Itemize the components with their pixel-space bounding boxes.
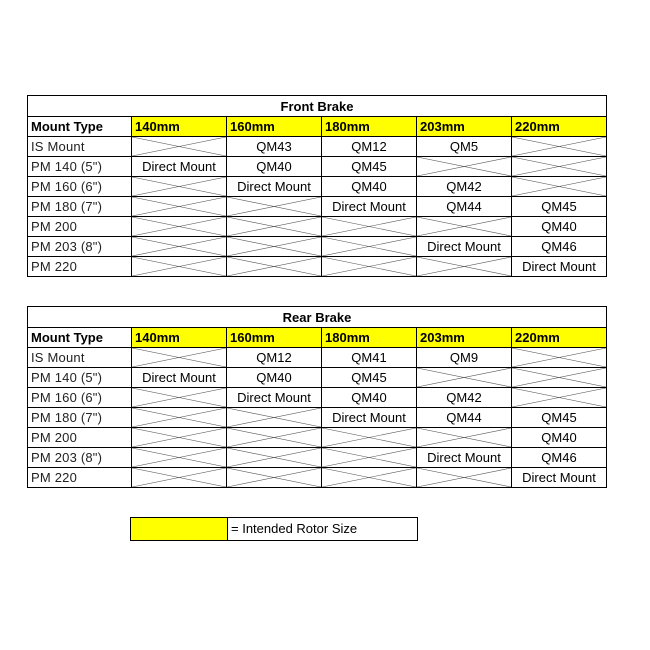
mount-type-label: PM 200 — [28, 428, 132, 448]
adapter-cell: QM5 — [417, 137, 512, 157]
adapter-cell: QM45 — [512, 197, 607, 217]
not-applicable-cell — [322, 257, 417, 277]
cross-mark-icon — [227, 428, 321, 447]
not-applicable-cell — [132, 217, 227, 237]
table-row — [28, 257, 607, 277]
cross-mark-icon — [227, 408, 321, 427]
mount-type-label: PM 203 (8") — [28, 237, 132, 257]
rotor-size-header: 203mm — [417, 117, 512, 137]
adapter-cell: QM40 — [227, 368, 322, 388]
not-applicable-cell — [227, 257, 322, 277]
table-row — [28, 388, 607, 408]
front-brake-table — [27, 95, 607, 277]
mount-type-header: Mount Type — [28, 117, 132, 137]
cross-mark-icon — [227, 217, 321, 236]
table-row — [28, 177, 607, 197]
not-applicable-cell — [227, 217, 322, 237]
not-applicable-cell — [132, 408, 227, 428]
table-row — [28, 408, 607, 428]
adapter-cell: Direct Mount — [417, 448, 512, 468]
cross-mark-icon — [132, 137, 226, 156]
table-row — [28, 428, 607, 448]
not-applicable-cell — [227, 468, 322, 488]
mount-type-label: PM 200 — [28, 217, 132, 237]
cross-mark-icon — [417, 157, 511, 176]
not-applicable-cell — [322, 448, 417, 468]
mount-type-header: Mount Type — [28, 328, 132, 348]
rotor-size-header: 203mm — [417, 328, 512, 348]
mount-type-label: PM 180 (7") — [28, 408, 132, 428]
table-row — [28, 197, 607, 217]
not-applicable-cell — [132, 137, 227, 157]
rotor-size-header: 180mm — [322, 328, 417, 348]
mount-type-label: PM 220 — [28, 468, 132, 488]
not-applicable-cell — [227, 197, 322, 217]
not-applicable-cell — [512, 348, 607, 368]
not-applicable-cell — [417, 368, 512, 388]
adapter-cell: QM12 — [227, 348, 322, 368]
cross-mark-icon — [417, 257, 511, 276]
not-applicable-cell — [512, 177, 607, 197]
legend-text: = Intended Rotor Size — [231, 521, 358, 536]
not-applicable-cell — [132, 428, 227, 448]
not-applicable-cell — [417, 428, 512, 448]
cross-mark-icon — [512, 348, 606, 367]
rotor-size-header: 140mm — [132, 328, 227, 348]
adapter-cell: Direct Mount — [512, 257, 607, 277]
cross-mark-icon — [512, 137, 606, 156]
table-row — [28, 217, 607, 237]
adapter-cell: QM42 — [417, 177, 512, 197]
adapter-cell: QM42 — [417, 388, 512, 408]
mount-type-label: PM 203 (8") — [28, 448, 132, 468]
cross-mark-icon — [132, 177, 226, 196]
adapter-cell: Direct Mount — [512, 468, 607, 488]
not-applicable-cell — [132, 197, 227, 217]
table-row — [28, 448, 607, 468]
cross-mark-icon — [322, 217, 416, 236]
adapter-cell: QM12 — [322, 137, 417, 157]
rotor-size-header: 140mm — [132, 117, 227, 137]
rear-brake-table — [27, 306, 607, 488]
not-applicable-cell — [417, 217, 512, 237]
adapter-cell: Direct Mount — [227, 388, 322, 408]
cross-mark-icon — [227, 468, 321, 487]
cross-mark-icon — [132, 388, 226, 407]
cross-mark-icon — [417, 468, 511, 487]
adapter-cell: QM40 — [322, 177, 417, 197]
not-applicable-cell — [227, 408, 322, 428]
cross-mark-icon — [227, 237, 321, 256]
cross-mark-icon — [132, 217, 226, 236]
table-row — [28, 157, 607, 177]
adapter-cell: QM41 — [322, 348, 417, 368]
not-applicable-cell — [322, 217, 417, 237]
adapter-cell: Direct Mount — [322, 197, 417, 217]
rotor-size-header: 220mm — [512, 328, 607, 348]
adapter-cell: QM40 — [512, 428, 607, 448]
table-title: Front Brake — [28, 96, 607, 117]
adapter-cell: QM43 — [227, 137, 322, 157]
not-applicable-cell — [132, 388, 227, 408]
cross-mark-icon — [132, 448, 226, 467]
adapter-cell: QM44 — [417, 408, 512, 428]
table-row — [28, 368, 607, 388]
table-row — [28, 468, 607, 488]
adapter-cell: QM40 — [227, 157, 322, 177]
cross-mark-icon — [512, 388, 606, 407]
mount-type-label: PM 160 (6") — [28, 388, 132, 408]
not-applicable-cell — [512, 368, 607, 388]
not-applicable-cell — [512, 137, 607, 157]
adapter-cell: QM40 — [322, 388, 417, 408]
not-applicable-cell — [132, 468, 227, 488]
not-applicable-cell — [417, 157, 512, 177]
rotor-size-header: 160mm — [227, 117, 322, 137]
not-applicable-cell — [322, 428, 417, 448]
table-row — [28, 348, 607, 368]
cross-mark-icon — [132, 408, 226, 427]
mount-type-label: PM 160 (6") — [28, 177, 132, 197]
adapter-cell: Direct Mount — [227, 177, 322, 197]
adapter-cell: QM45 — [512, 408, 607, 428]
adapter-cell: QM40 — [512, 217, 607, 237]
cross-mark-icon — [322, 257, 416, 276]
adapter-cell: QM45 — [322, 157, 417, 177]
adapter-cell: QM45 — [322, 368, 417, 388]
not-applicable-cell — [322, 237, 417, 257]
cross-mark-icon — [132, 257, 226, 276]
header-row — [28, 117, 607, 137]
cross-mark-icon — [132, 197, 226, 216]
mount-type-label: PM 140 (5") — [28, 157, 132, 177]
cross-mark-icon — [132, 237, 226, 256]
not-applicable-cell — [227, 448, 322, 468]
mount-type-label: IS Mount — [28, 348, 132, 368]
not-applicable-cell — [132, 348, 227, 368]
cross-mark-icon — [227, 257, 321, 276]
adapter-cell: Direct Mount — [132, 368, 227, 388]
not-applicable-cell — [512, 157, 607, 177]
adapter-cell: Direct Mount — [417, 237, 512, 257]
cross-mark-icon — [132, 468, 226, 487]
adapter-cell: QM46 — [512, 237, 607, 257]
table-row — [28, 137, 607, 157]
cross-mark-icon — [322, 237, 416, 256]
legend — [130, 517, 418, 541]
not-applicable-cell — [417, 257, 512, 277]
cross-mark-icon — [322, 468, 416, 487]
not-applicable-cell — [132, 177, 227, 197]
not-applicable-cell — [417, 468, 512, 488]
not-applicable-cell — [512, 388, 607, 408]
cross-mark-icon — [512, 368, 606, 387]
cross-mark-icon — [417, 428, 511, 447]
cross-mark-icon — [322, 428, 416, 447]
adapter-cell: Direct Mount — [322, 408, 417, 428]
not-applicable-cell — [132, 448, 227, 468]
rotor-size-header: 160mm — [227, 328, 322, 348]
cross-mark-icon — [417, 217, 511, 236]
cross-mark-icon — [512, 177, 606, 196]
table-title: Rear Brake — [28, 307, 607, 328]
cross-mark-icon — [227, 448, 321, 467]
not-applicable-cell — [227, 428, 322, 448]
table-row — [28, 237, 607, 257]
adapter-cell: QM9 — [417, 348, 512, 368]
not-applicable-cell — [132, 237, 227, 257]
not-applicable-cell — [132, 257, 227, 277]
rotor-size-header: 220mm — [512, 117, 607, 137]
adapter-cell: Direct Mount — [132, 157, 227, 177]
cross-mark-icon — [132, 348, 226, 367]
adapter-cell: QM44 — [417, 197, 512, 217]
mount-type-label: IS Mount — [28, 137, 132, 157]
not-applicable-cell — [322, 468, 417, 488]
not-applicable-cell — [227, 237, 322, 257]
cross-mark-icon — [512, 157, 606, 176]
mount-type-label: PM 140 (5") — [28, 368, 132, 388]
mount-type-label: PM 220 — [28, 257, 132, 277]
legend-swatch — [131, 518, 228, 540]
cross-mark-icon — [417, 368, 511, 387]
cross-mark-icon — [227, 197, 321, 216]
cross-mark-icon — [132, 428, 226, 447]
cross-mark-icon — [322, 448, 416, 467]
adapter-cell: QM46 — [512, 448, 607, 468]
mount-type-label: PM 180 (7") — [28, 197, 132, 217]
rotor-size-header: 180mm — [322, 117, 417, 137]
header-row — [28, 328, 607, 348]
